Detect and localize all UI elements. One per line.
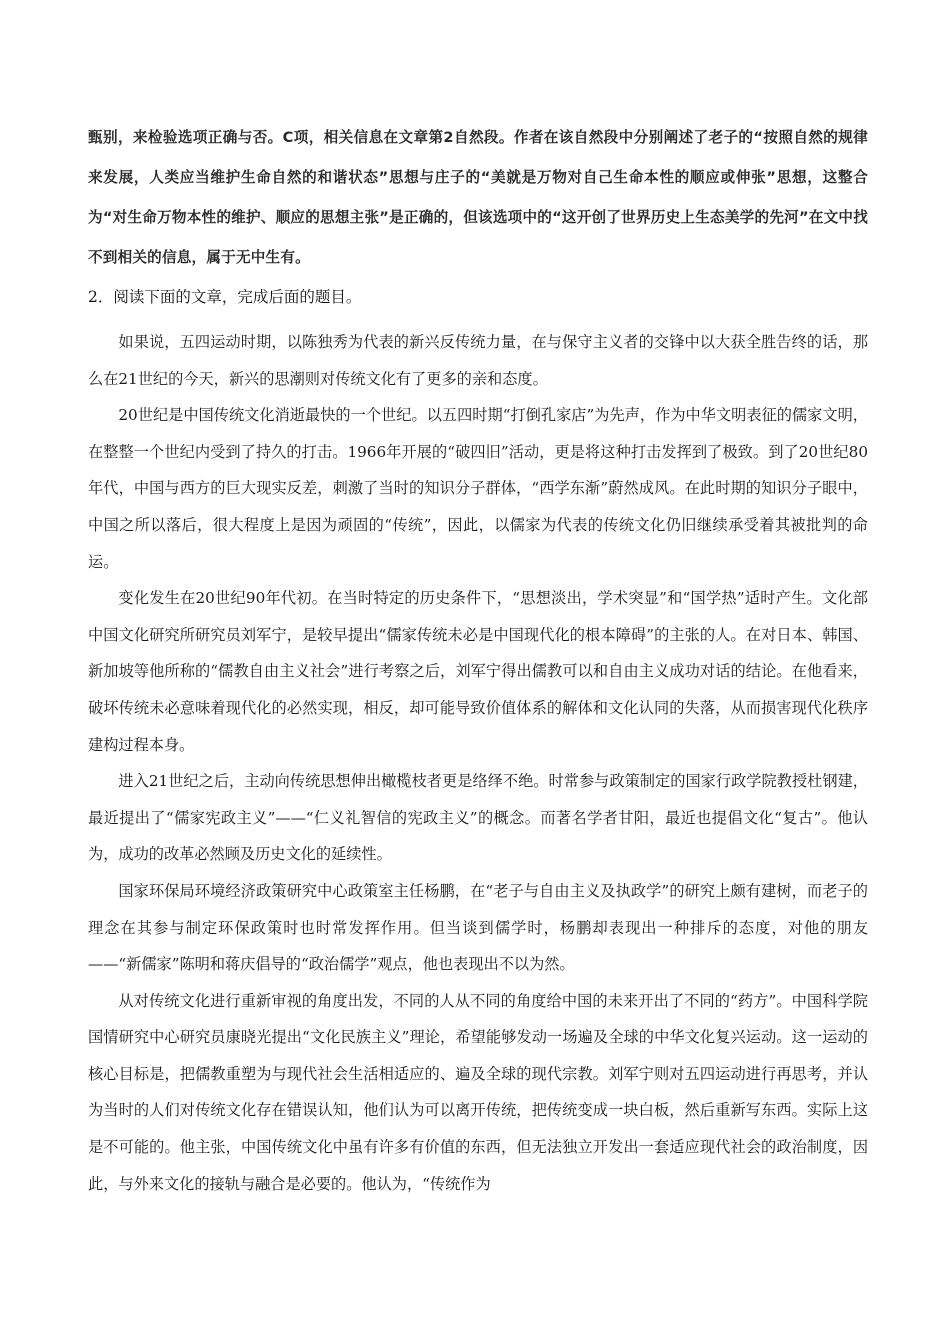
paragraph: 进入21世纪之后，主动向传统思想伸出橄榄枝者更是络绎不绝。时常参与政策制定的国家行政学院教授杜钢建，最近提出了“儒家宪政主义”——“仁义礼智信的宪政主义”的概念。而著名学者甘阳，最近也提倡文化“复古”。他认为，成功的改革必然顾及历史文化的延续性。 [88, 772, 868, 864]
paragraph: 变化发生在20世纪90年代初。在当时特定的历史条件下，“思想淡出，学术突显”和“国学热”适时产生。文化部中国文化研究所研究员刘军宁，是较早提出“儒家传统未必是中国现代化的根本障碍”的主张的人。在对日本、韩国、新加坡等他所称的“儒教自由主义社会”进行考察之后，刘军宁得出儒教可以和自由主义成功对话的结论。在他看来，破坏传统未必意味着现代化的必然实现，相反，却可能导致价值体系的解体和文化认同的失落，从而损害现代化秩序建构过程本身。 [88, 589, 868, 754]
paragraph: 国家环保局环境经济政策研究中心政策室主任杨鹏，在“老子与自由主义及执政学”的研究上颇有建树，而老子的理念在其参与制定环保政策时也时常发挥作用。但当谈到儒学时，杨鹏却表现出一种排斥的态度，对他的朋友——“新儒家”陈明和蒋庆倡导的“政治儒学”观点，他也表现出不以为然。 [88, 881, 868, 974]
paragraph: 从对传统文化进行重新审视的角度出发，不同的人从不同的角度给中国的未来开出了不同的“药方”。中国科学院国情研究中心研究员康晓光提出“文化民族主义”理论，希望能够发动一场遍及全球的中华文化复兴运动。这一运动的核心目标是，把儒教重塑为与现代社会生活相适应的、遍及全球的现代宗教。刘军宁则对五四运动进行再思考，并认为当时的人们对传统文化存在错误认知，他们认为可以离开传统，把传统变成一块白板，然后重新写东西。实际上这是不可能的。他主张，中国传统文化中虽有许多有价值的东西，但无法独立开发出一套适应现代社会的政治制度，因此，与外来文化的接轨与融合是必要的。他认为，“传统作为 [88, 991, 868, 1193]
paragraph: 20世纪是中国传统文化消逝最快的一个世纪。以五四时期“打倒孔家店”为先声，作为中华文明表征的儒家文明，在整整一个世纪内受到了持久的打击。1966年开展的“破四旧”活动，更是将这种打击发挥到了极致。到了20世纪80年代，中国与西方的巨大现实反差，刺激了当时的知识分子群体，“西学东渐”蔚然成风。在此时期的知识分子眼中，中国之所以落后，很大程度上是因为顽固的“传统”，因此，以儒家为代表的传统文化仍旧继续承受着其被批判的命运。 [88, 406, 868, 571]
question-title: 2．阅读下面的文章，完成后面的题目。 [88, 288, 362, 306]
answer-explanation: 甄别，来检验选项正确与否。C项，相关信息在文章第2自然段。作者在该自然段中分别阐述了老子的“按照自然的规律来发展，人类应当维护生命自然的和谐状态”思想与庄子的“美就是万物对自己生命本性的顺应或伸张”思想，这整合为“对生命万物本性的维护、顺应的思想主张”是正确的，但该选项中的“这开创了世界历史上生态美学的先河”在文中找不到相关的信息，属于无中生有。 [88, 129, 868, 266]
paragraph: 如果说，五四运动时期，以陈独秀为代表的新兴反传统力量，在与保守主义者的交锋中以大获全胜告终的话，那么在21世纪的今天，新兴的思潮则对传统文化有了更多的亲和态度。 [88, 333, 868, 388]
reading-passage [88, 324, 868, 1202]
